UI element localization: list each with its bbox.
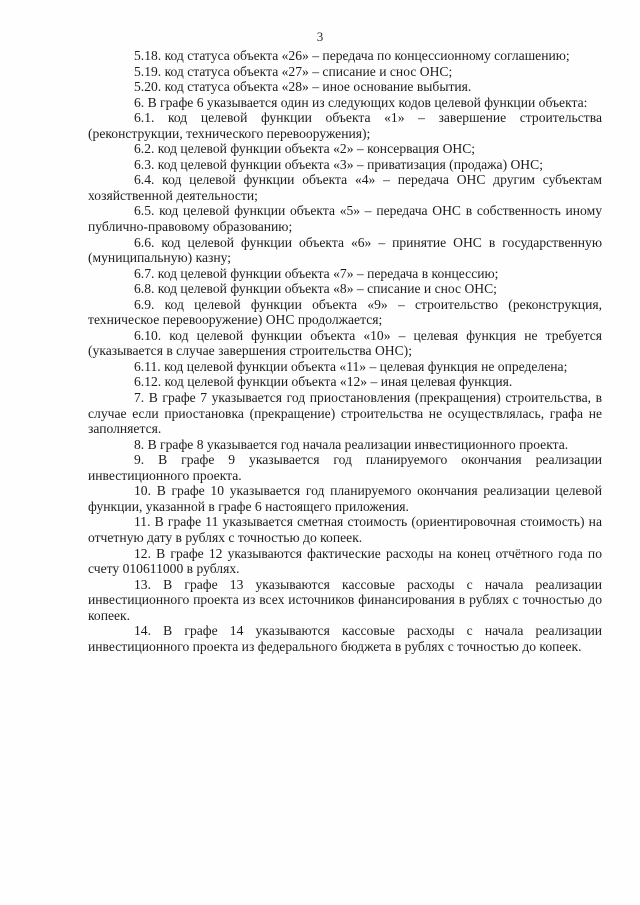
paragraph-6-11: 6.11. код целевой функции объекта «11» – целевая функция не определена;: [134, 358, 568, 374]
paragraph-8: 8. В графе 8 указывается год начала реализации инвестиционного проекта.: [134, 436, 569, 452]
paragraph-6-4: 6.4. код целевой функции объекта «4» – передача ОНС другим субъектам хозяйственной деятельности;: [88, 172, 602, 203]
paragraph-6: 6. В графе 6 указывается один из следующих кодов целевой функции объекта:: [134, 94, 588, 110]
document-body: [88, 48, 602, 654]
paragraph-6-3: 6.3. код целевой функции объекта «3» – приватизация (продажа) ОНС;: [134, 156, 543, 172]
paragraph-14: 14. В графе 14 указываются кассовые расходы с начала реализации инвестиционного проекта из федерального бюджета в рублях с точностью до копеек.: [88, 623, 602, 654]
paragraph-5-20: 5.20. код статуса объекта «28» – иное основание выбытия.: [134, 79, 472, 95]
paragraph-10: 10. В графе 10 указывается год планируемого окончания реализации целевой функции, указанной в графе 6 настоящего приложения.: [88, 483, 602, 514]
paragraph-6-2: 6.2. код целевой функции объекта «2» – консервация ОНС;: [134, 141, 476, 157]
paragraph-6-7: 6.7. код целевой функции объекта «7» – передача в концессию;: [134, 265, 499, 281]
paragraph-6-1: 6.1. код целевой функции объекта «1» – завершение строительства (реконструкции, технического перевооружения);: [88, 110, 602, 141]
paragraph-6-9: 6.9. код целевой функции объекта «9» – строительство (реконструкция, техническое перевооружение) ОНС продолжается;: [88, 296, 602, 328]
paragraph-6-5: 6.5. код целевой функции объекта «5» – передача ОНС в собственность иному публично-правовому образованию;: [88, 203, 602, 235]
paragraph-6-6: 6.6. код целевой функции объекта «6» – принятие ОНС в государственную (муниципальную) казну;: [88, 234, 602, 266]
paragraph-5-18: 5.18. код статуса объекта «26» – передача по концессионному соглашению;: [134, 48, 570, 63]
paragraph-6-12: 6.12. код целевой функции объекта «12» – иная целевая функция.: [134, 374, 513, 390]
paragraph-12: 12. В графе 12 указываются фактические расходы на конец отчётного года по счету 010611000 в рублях.: [88, 545, 602, 577]
paragraph-6-10: 6.10. код целевой функции объекта «10» – целевая функция не требуется (указывается в случае завершения строительства ОНС);: [88, 327, 602, 359]
paragraph-5-19: 5.19. код статуса объекта «27» – списание и снос ОНС;: [134, 63, 453, 79]
paragraph-7: 7. В графе 7 указывается год приостановления (прекращения) строительства, в случае если приостановка (прекращение) строительства не осуществлялась, графа не заполняется.: [88, 390, 602, 437]
paragraph-13: 13. В графе 13 указываются кассовые расходы с начала реализации инвестиционного проекта из всех источников финансирования в рублях с точностью до копеек.: [88, 576, 602, 623]
page-number: 3: [316, 29, 324, 44]
paragraph-6-8: 6.8. код целевой функции объекта «8» – списание и снос ОНС;: [134, 281, 497, 297]
paragraph-9: 9. В графе 9 указывается год планируемого окончания реализации инвестиционного проекта.: [88, 452, 602, 483]
paragraph-11: 11. В графе 11 указывается сметная стоимость (ориентировочная стоимость) на отчетную дату в рублях с точностью до копеек.: [88, 514, 602, 545]
